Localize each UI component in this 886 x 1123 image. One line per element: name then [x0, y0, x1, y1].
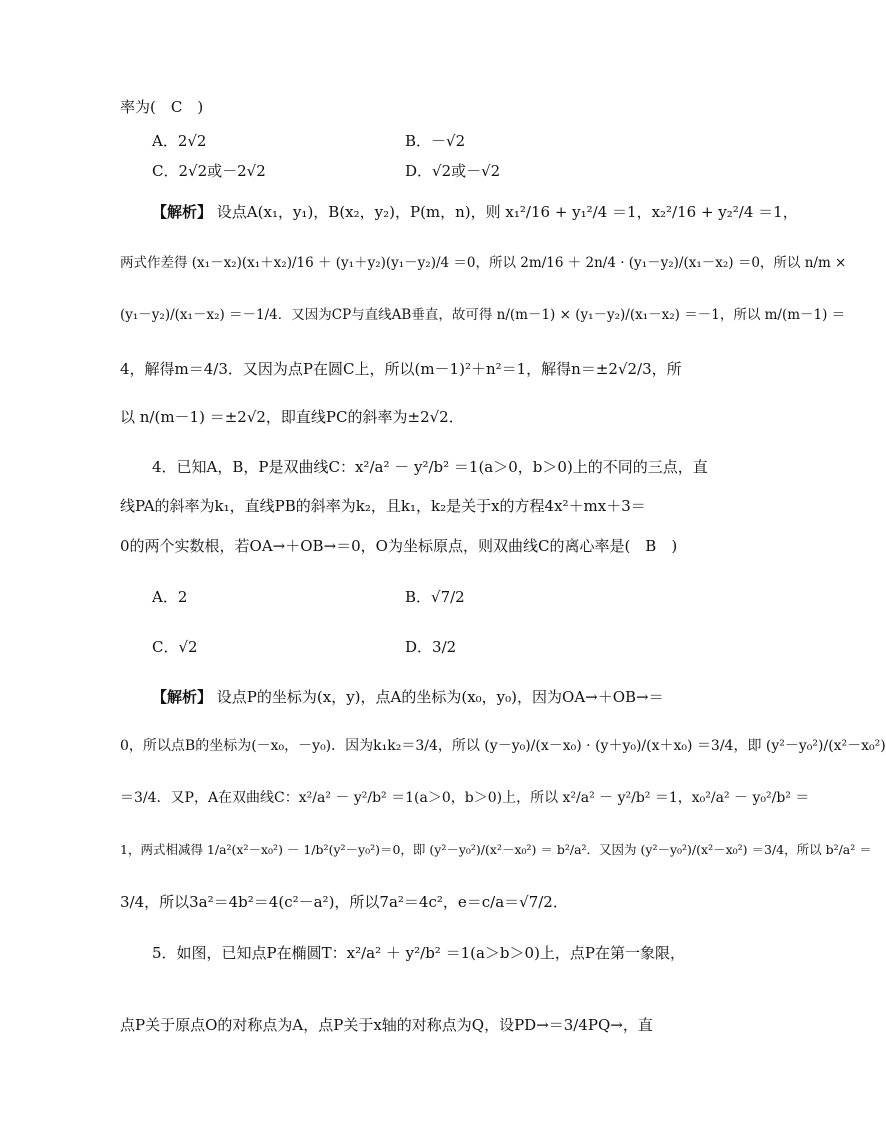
q3-solution-line-3: (y₁－y₂)/(x₁－x₂) ＝－1/4．又因为CP与直线AB垂直，故可得 n/(m－1) × (y₁－y₂)/(x₁－x₂) ＝－1，所以 m/(m－1) ＝ [120, 307, 846, 323]
q4-option-c: C．√2 [152, 638, 198, 656]
q3-option-b: B．－√2 [405, 132, 466, 150]
q4-option-b: B．√7/2 [405, 588, 465, 606]
q3-option-a: A．2√2 [152, 132, 207, 150]
q4-solution-line-4: 1，两式相减得 1/a²(x²－x₀²) － 1/b²(y²－y₀²)＝0，即 (y²－y₀²)/(x²－x₀²) ＝ b²/a²．又因为 (y²－y₀²)/(x²－x₀²) ＝3/4，所以 b²/a² ＝ [120, 842, 872, 857]
solution-tag: 【解析】 [152, 688, 213, 706]
q4-solution-line-3: ＝3/4．又P，A在双曲线C：x²/a² － y²/b² ＝1(a＞0，b＞0)上，所以 x²/a² － y²/b² ＝1，x₀²/a² － y₀²/b² ＝ [120, 790, 810, 806]
q4-stem-line-2: 线PA的斜率为k₁，直线PB的斜率为k₂，且k₁，k₂是关于x的方程4x²＋mx＋3＝ [120, 497, 646, 515]
q3-stem-tail: 率为( C ) [120, 98, 204, 116]
q3-option-c: C．2√2或－2√2 [152, 162, 266, 180]
q4-solution-line-2: 0，所以点B的坐标为(－x₀，－y₀)．因为k₁k₂＝3/4，所以 (y－y₀)/(x－x₀) · (y＋y₀)/(x＋x₀) ＝3/4，即 (y²－y₀²)/(x²－x₀²) [120, 738, 886, 754]
q3-option-d: D．√2或－√2 [405, 162, 501, 180]
q4-stem-line-1: 4．已知A，B，P是双曲线C：x²/a² － y²/b² ＝1(a＞0，b＞0)上的不同的三点，直 [152, 458, 708, 476]
q4-solution-line-1: 【解析】 设点P的坐标为(x，y)，点A的坐标为(x₀，y₀)，因为OA→＋OB→＝ [152, 688, 664, 706]
q4-stem-line-3: 0的两个实数根，若OA→＋OB→＝0，O为坐标原点，则双曲线C的离心率是( B ) [120, 537, 678, 555]
q5-stem-line-1: 5．如图，已知点P在椭圆T：x²/a² ＋ y²/b² ＝1(a＞b＞0)上，点P在第一象限， [152, 944, 686, 962]
q3-solution-line-2: 两式作差得 (x₁－x₂)(x₁＋x₂)/16 ＋ (y₁＋y₂)(y₁－y₂)/4 ＝0，所以 2m/16 ＋ 2n/4 · (y₁－y₂)/(x₁－x₂) ＝0，所以 n/m × [120, 255, 847, 271]
q3-solution-line-5: 以 n/(m－1) ＝±2√2，即直线PC的斜率为±2√2． [120, 408, 464, 426]
q3-solution-line-1: 【解析】 设点A(x₁，y₁)，B(x₂，y₂)，P(m，n)，则 x₁²/16 + y₁²/4 ＝1，x₂²/16 + y₂²/4 ＝1， [152, 203, 798, 221]
q3-solution-line-4: 4，解得m＝4/3．又因为点P在圆C上，所以(m－1)²＋n²＝1，解得n＝±2√2/3，所 [120, 360, 682, 378]
solution-tag: 【解析】 [152, 203, 213, 221]
q4-option-d: D．3/2 [405, 638, 457, 656]
q4-solution-line-5: 3/4，所以3a²＝4b²＝4(c²－a²)，所以7a²＝4c²，e＝c/a＝√7/2． [120, 893, 568, 911]
q5-stem-line-2: 点P关于原点O的对称点为A，点P关于x轴的对称点为Q，设PD→＝3/4PQ→，直 [120, 1016, 653, 1034]
q4-option-a: A．2 [152, 588, 188, 606]
